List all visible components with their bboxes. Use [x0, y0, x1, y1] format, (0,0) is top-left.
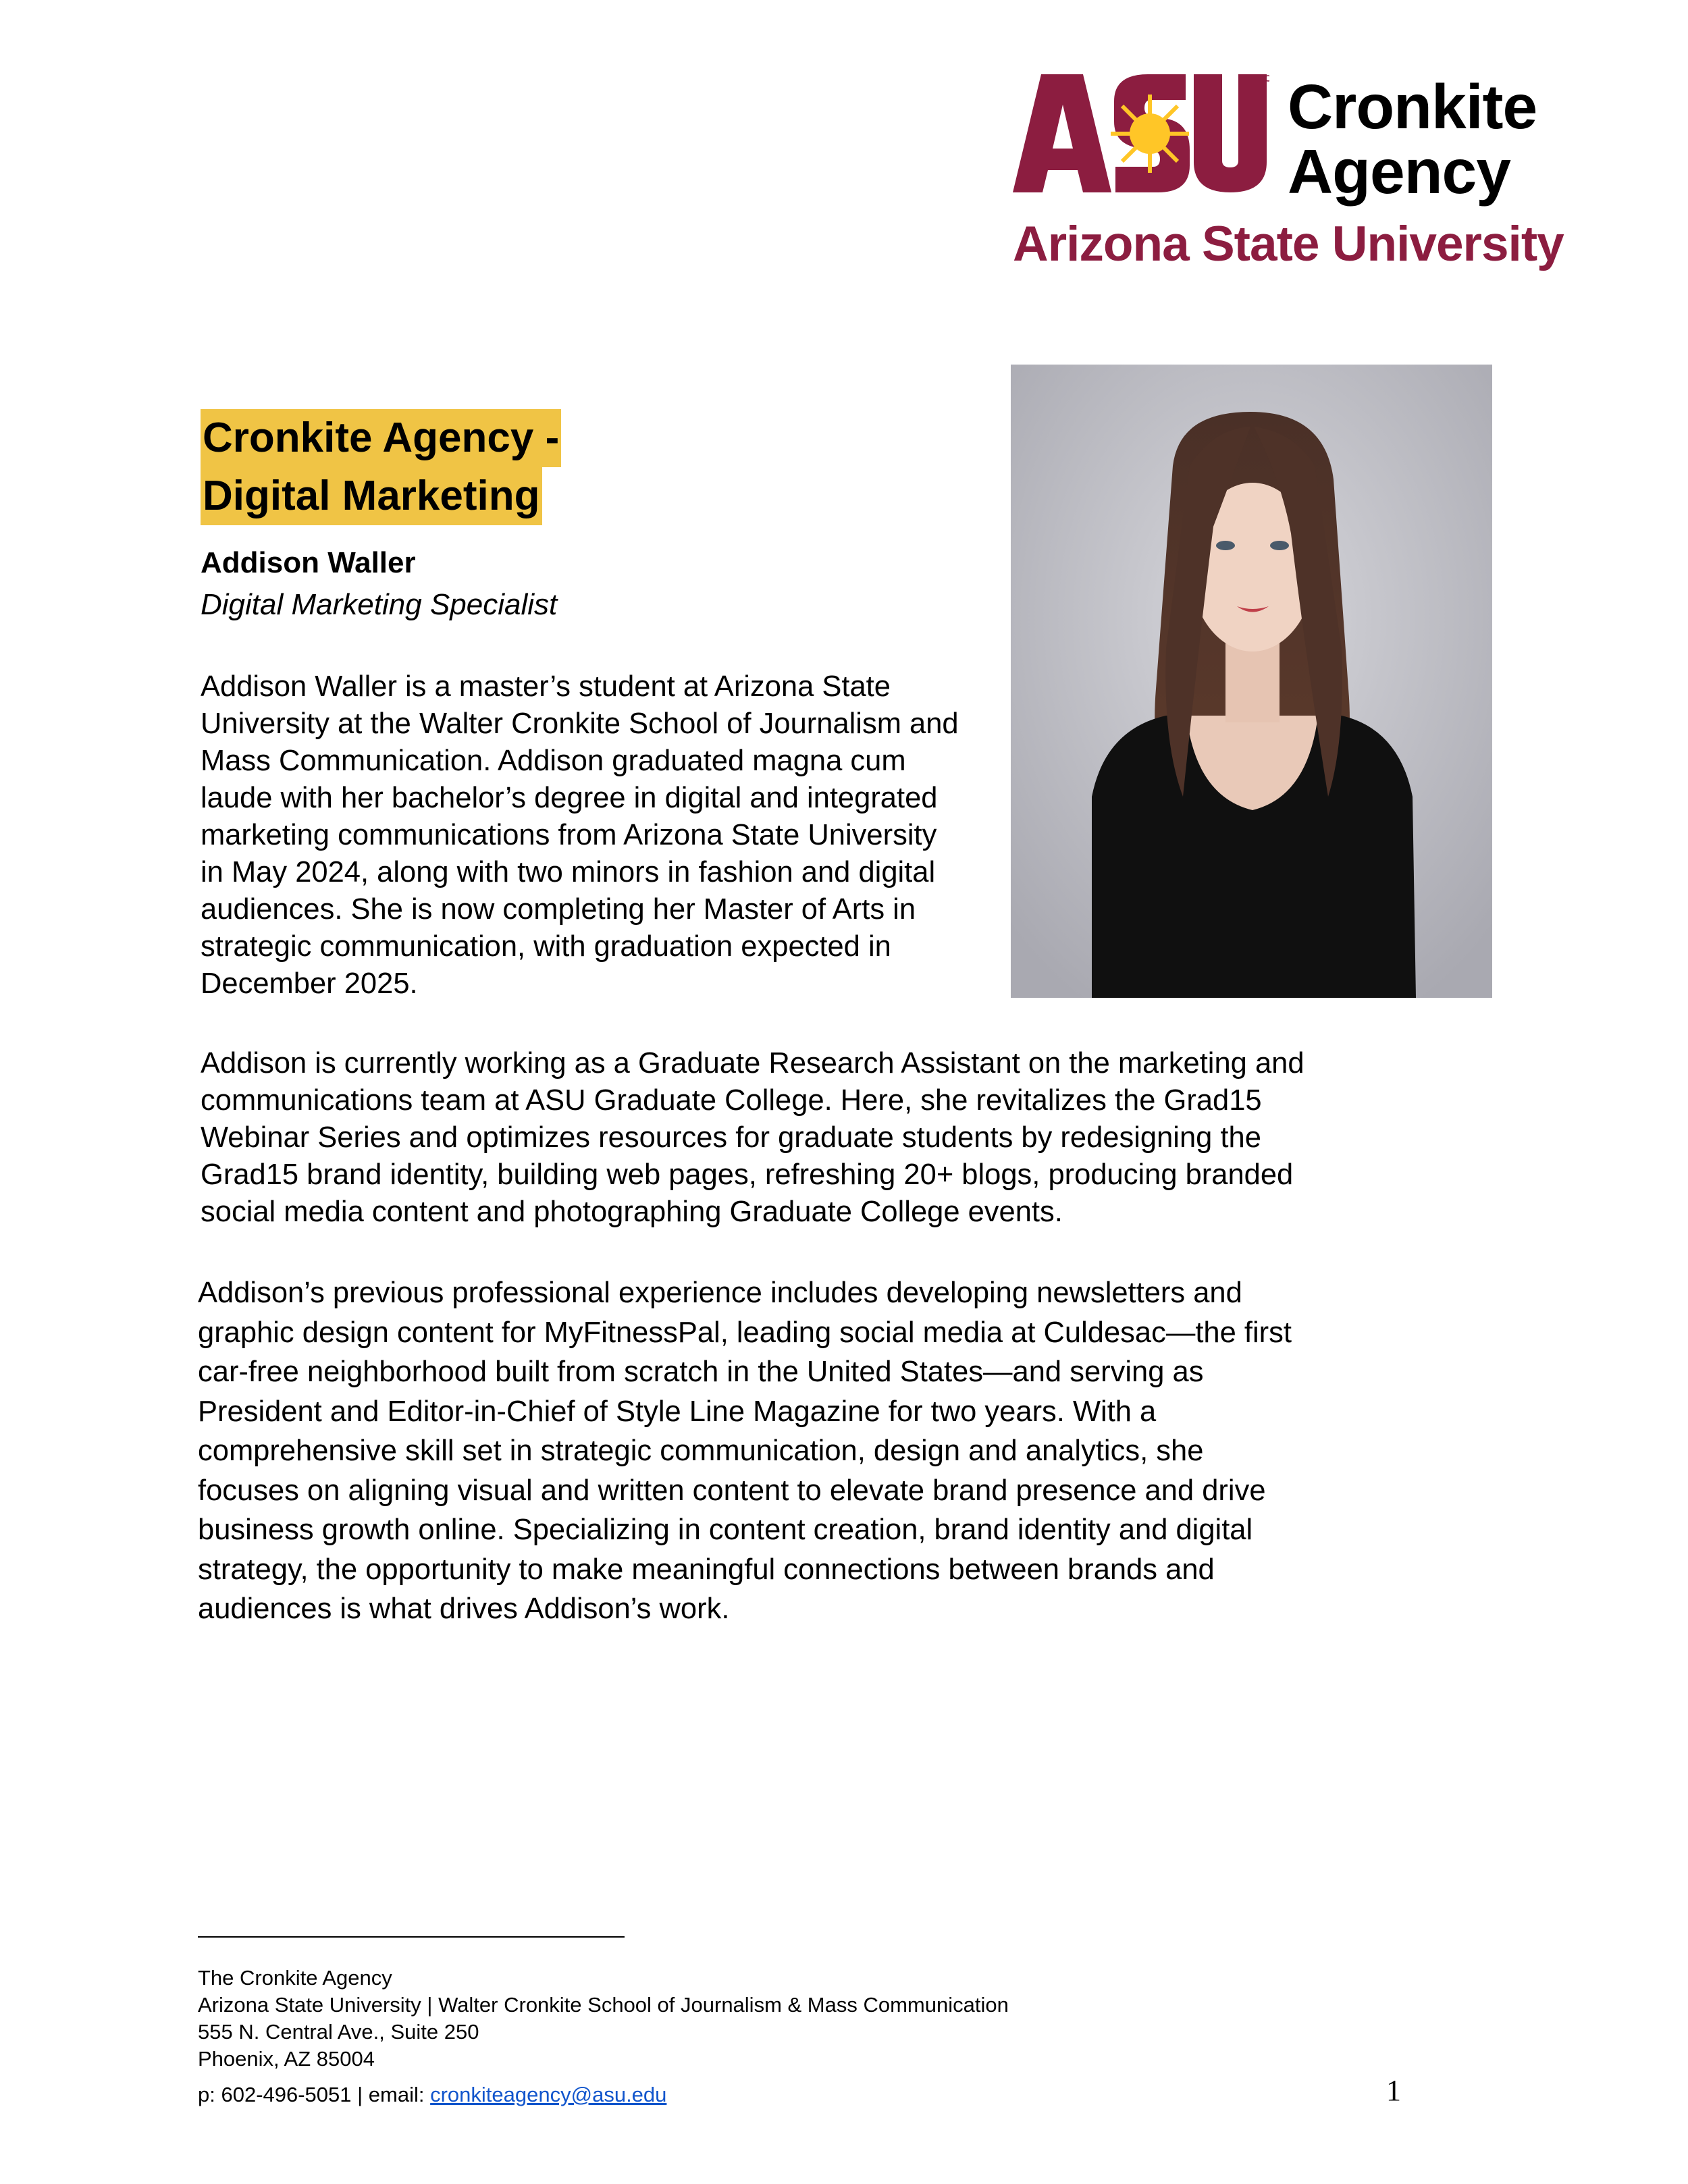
bio-line: President and Editor-in-Chief of Style Line Magazine for two years. With a	[198, 1395, 1157, 1428]
footer-contact	[198, 2081, 666, 2108]
bio-line: car-free neighborhood built from scratch in the United States—and serving as	[198, 1356, 1204, 1388]
bio-line: December 2025.	[201, 967, 418, 1000]
bio-line: audiences. She is now completing her Master of Arts in	[201, 893, 916, 926]
page-title-line1: Cronkite Agency -	[201, 409, 561, 467]
logo-title-line2: Agency	[1288, 136, 1510, 207]
bio-line: audiences is what drives Addison’s work.	[198, 1593, 730, 1625]
bio-line: marketing communications from Arizona State University	[201, 819, 937, 851]
bio-paragraph-1	[201, 668, 959, 1003]
page-number: 1	[1386, 2074, 1401, 2107]
bio-line: Mass Communication. Addison graduated magna cum	[201, 745, 906, 777]
footer-org: The Cronkite Agency	[198, 1966, 392, 1990]
bio-paragraph-3	[198, 1273, 1292, 1629]
bio-line: business growth online. Specializing in content creation, brand identity and digital	[198, 1514, 1253, 1546]
bio-line: in May 2024, along with two minors in fashion and digital	[201, 856, 936, 888]
bio-line: comprehensive skill set in strategic communication, design and analytics, she	[198, 1435, 1204, 1467]
bio-line: Webinar Series and optimizes resources for graduate students by redesigning the	[201, 1121, 1261, 1154]
footer-divider	[198, 1936, 625, 1938]
person-role: Digital Marketing Specialist	[201, 588, 558, 621]
page-title-line2: Digital Marketing	[201, 467, 542, 525]
email-link[interactable]: cronkiteagency@asu.edu	[430, 2083, 667, 2106]
portrait-photo	[1011, 365, 1492, 998]
footer-city: Phoenix, AZ 85004	[198, 2047, 375, 2071]
person-name: Addison Waller	[201, 546, 416, 579]
bio-line: focuses on aligning visual and written content to elevate brand presence and drive	[198, 1474, 1266, 1507]
asu-sunburst-logo	[1013, 74, 1269, 192]
bio-line: graphic design content for MyFitnessPal, leading social media at Culdesac—the first	[198, 1316, 1292, 1349]
logo-university: Arizona State University	[1013, 217, 1564, 271]
logo-title	[1288, 72, 1537, 207]
logo-title-line1: Cronkite	[1288, 72, 1537, 142]
footer-school: Arizona State University | Walter Cronkite School of Journalism & Mass Communication	[198, 1993, 1009, 2017]
bio-line: Addison is currently working as a Graduate Research Assistant on the marketing and	[201, 1047, 1304, 1080]
bio-line: strategy, the opportunity to make meaningful connections between brands and	[198, 1553, 1215, 1586]
bio-line: social media content and photographing Graduate College events.	[201, 1196, 1063, 1228]
footer-address	[198, 1965, 1009, 2073]
bio-line: strategic communication, with graduation expected in	[201, 930, 891, 963]
footer-phone: p: 602-496-5051 | email:	[198, 2083, 431, 2106]
bio-line: communications team at ASU Graduate College. Here, she revitalizes the Grad15	[201, 1084, 1262, 1117]
cronkite-agency-logo	[1013, 74, 1573, 277]
page-title	[201, 409, 561, 525]
bio-line: Addison’s previous professional experience includes developing newsletters and	[198, 1277, 1242, 1309]
bio-line: Grad15 brand identity, building web pages, refreshing 20+ blogs, producing branded	[201, 1158, 1294, 1191]
footer-street: 555 N. Central Ave., Suite 250	[198, 2020, 479, 2044]
portrait-photo-icon	[1011, 365, 1492, 998]
bio-paragraph-2	[201, 1045, 1304, 1231]
bio-line: Addison Waller is a master’s student at Arizona State	[201, 670, 891, 703]
bio-line: University at the Walter Cronkite School of Journalism and	[201, 708, 959, 740]
bio-line: laude with her bachelor’s degree in digital and integrated	[201, 782, 938, 814]
